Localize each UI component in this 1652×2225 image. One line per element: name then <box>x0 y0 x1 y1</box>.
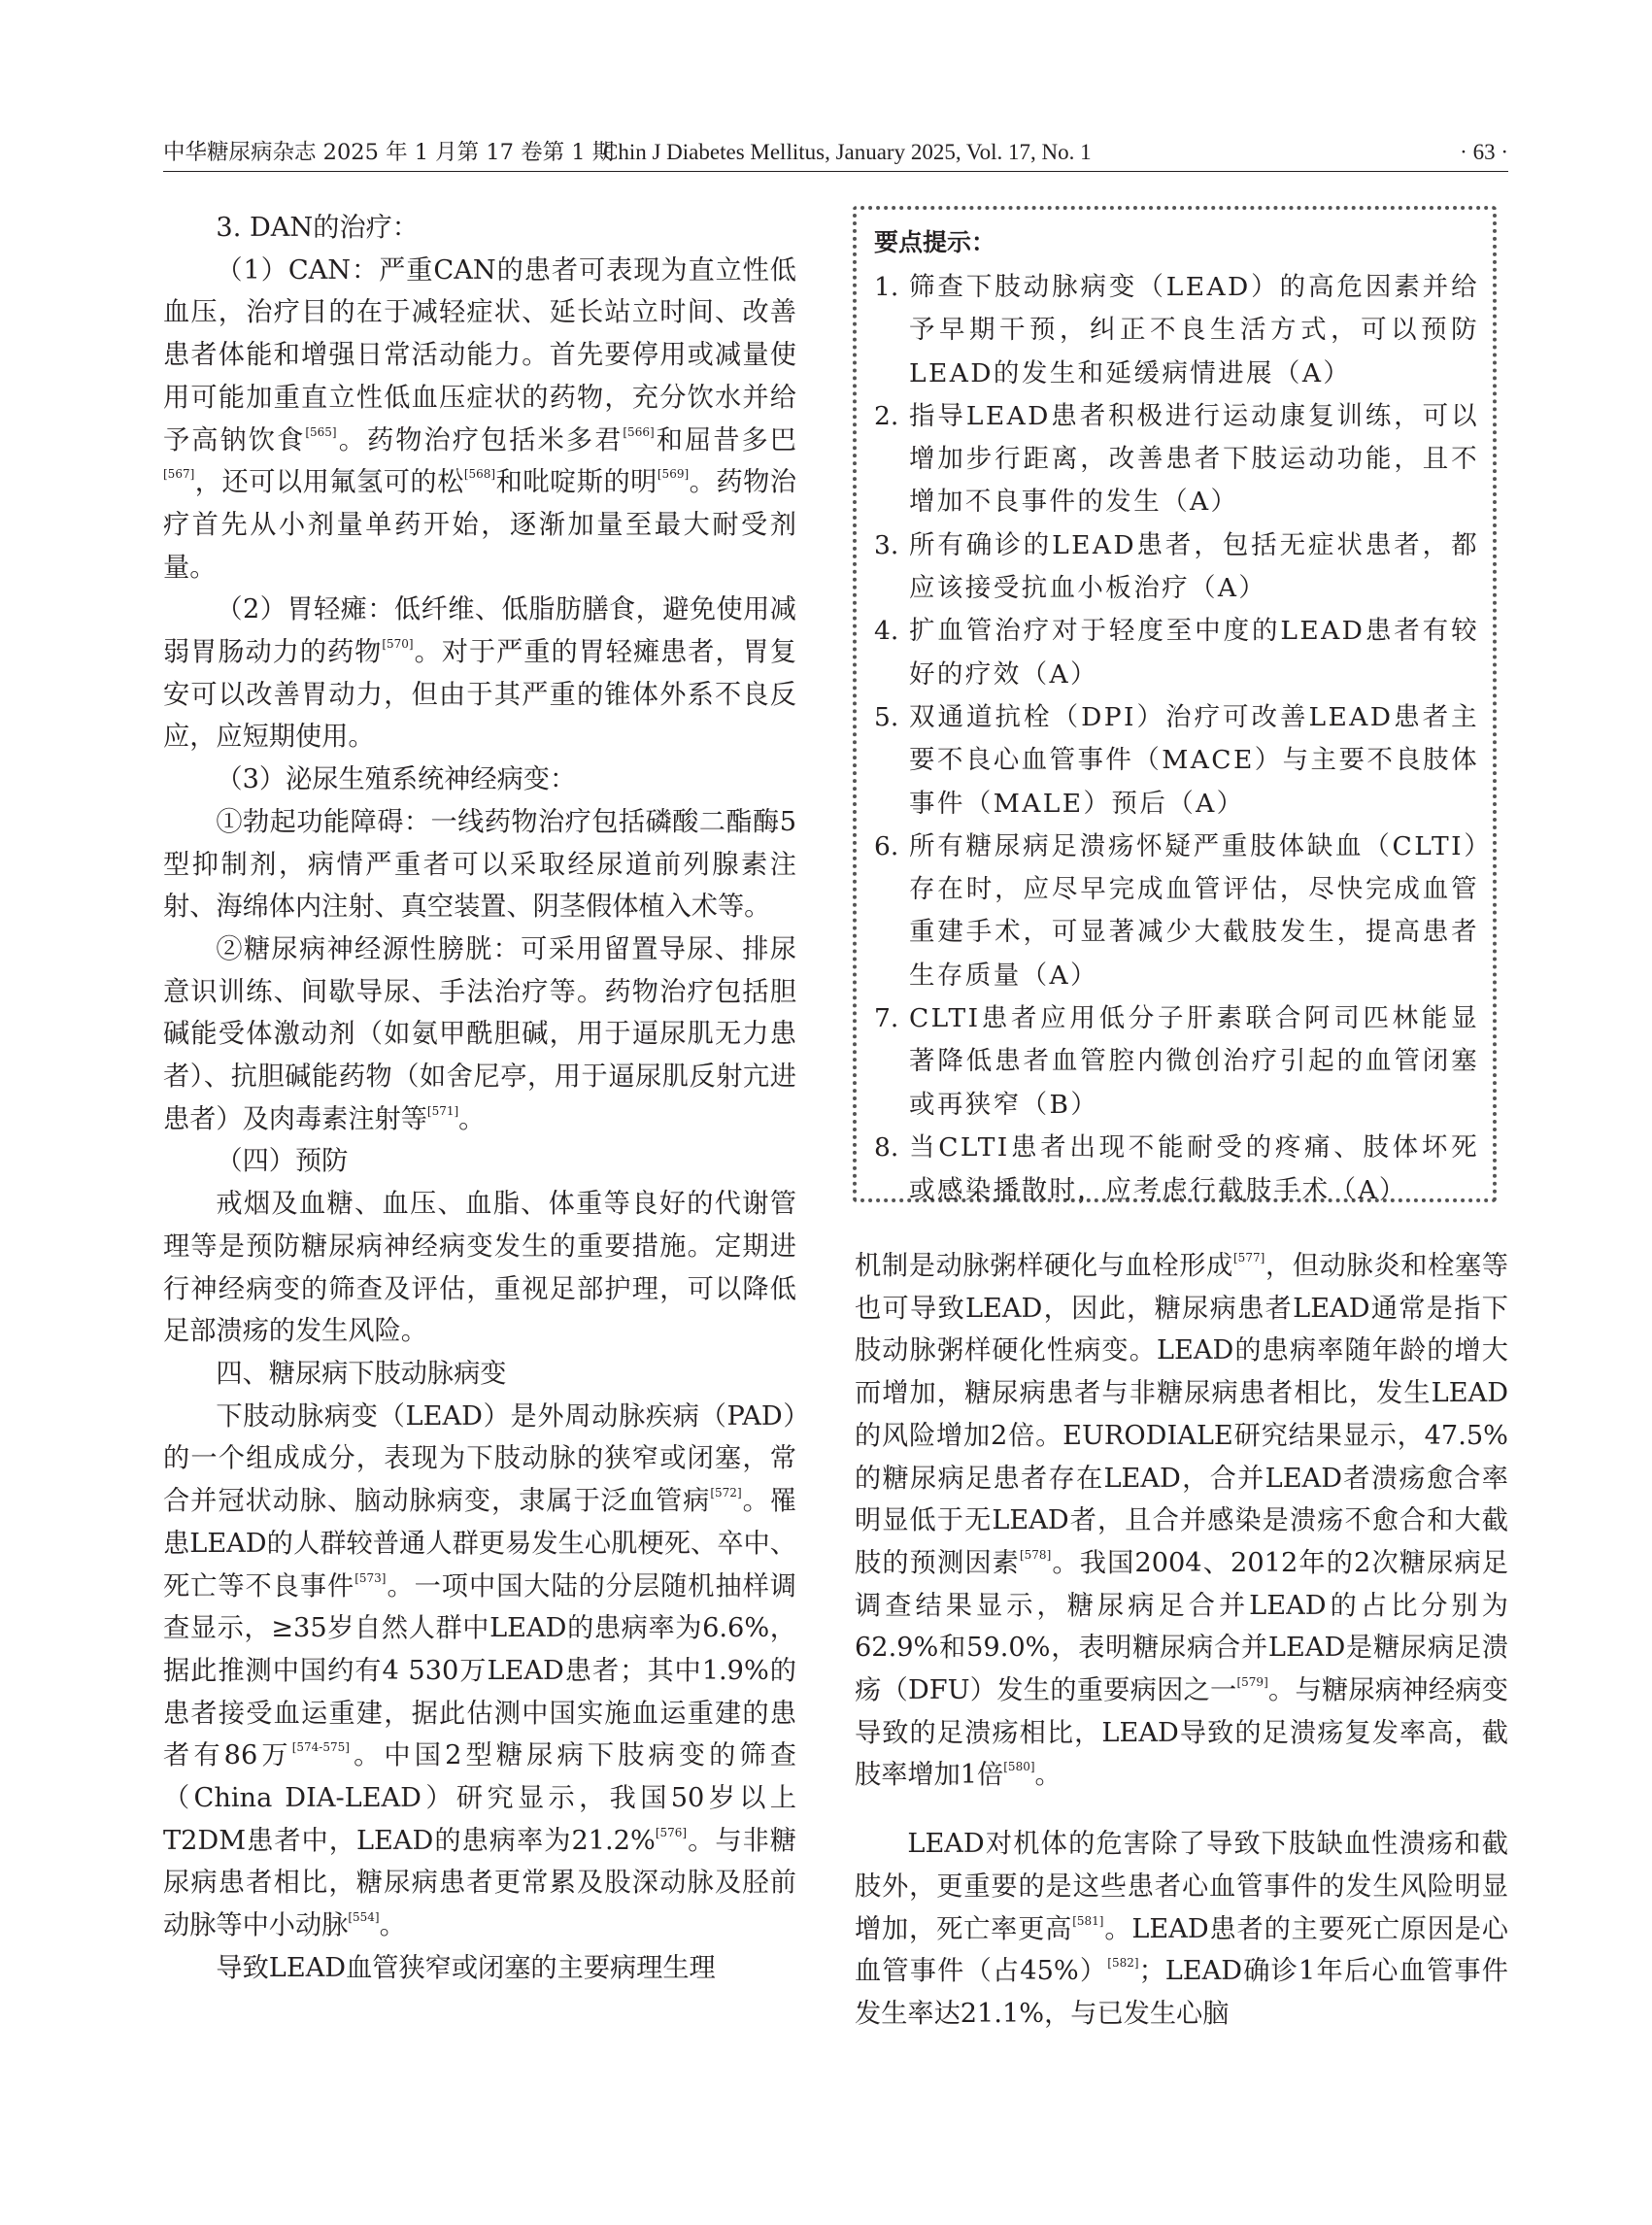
text-run: 。药物治疗首先从小剂量单药开始，逐渐加量至最大耐受剂量。 <box>163 467 796 583</box>
citation-ref: [578] <box>1019 1547 1052 1562</box>
text-run: 机制是动脉粥样硬化与血栓形成 <box>855 1251 1233 1281</box>
keypoint-item <box>874 266 1479 395</box>
keypoint-number: 8. <box>874 1131 899 1163</box>
keypoints-list <box>874 266 1479 1213</box>
keypoint-text: CLTI患者应用低分子肝素联合阿司匹林能显著降低患者血管腔内微创治疗引起的血管闭塞或再狭窄（B） <box>909 1003 1479 1120</box>
keypoint-number: 1. <box>874 272 899 302</box>
keypoint-text: 所有确诊的LEAD患者，包括无症状患者，都应该接受抗血小板治疗（A） <box>909 529 1479 604</box>
keypoint-text: 指导LEAD患者积极进行运动康复训练，可以增加步行距离，改善患者下肢运动功能，且不增加不良事件的发生（A） <box>909 400 1479 518</box>
citation-ref: [579] <box>1236 1675 1268 1690</box>
text-run: 。 <box>1034 1760 1062 1791</box>
paragraph-lead-mechanism <box>855 1245 1508 1797</box>
keypoints-box <box>853 206 1497 1206</box>
citation-ref: [573] <box>354 1570 387 1585</box>
text-run: 。药物治疗包括米多君 <box>336 424 624 455</box>
paragraph-pathophysiology-start: 导致LEAD血管狭窄或闭塞的主要病理生理 <box>216 1952 716 1983</box>
running-head <box>163 136 1508 169</box>
text-run: ，但动脉炎和栓塞等也可导致LEAD，因此，糖尿病患者LEAD通常是指下肢动脉粥样硬化性病变。LEAD的患病率随年龄的增大而增加，糖尿病患者与非糖尿病患者相比，发生LEAD的风险增加2倍。EURODIALE研究结果显示，47.5%的糖尿病足患者存在LEAD，合并LEAD者溃疡愈合率明显低于无LEAD者，且合并感染是溃疡不愈合和大截肢的预测因素 <box>855 1251 1508 1578</box>
subheading-prevention: （四）预防 <box>216 1146 349 1177</box>
keypoint-item <box>874 997 1479 1127</box>
text-run: 。我国2004、2012年的2次糖尿病足调查结果显示，糖尿病足合并LEAD的占比分别为62.9%和59.0%，表明糖尿病合并LEAD是糖尿病足溃疡（DFU）发生的重要病因之一 <box>855 1547 1508 1706</box>
text-run: 。对于严重的胃轻瘫患者，胃复安可以改善胃动力，但由于其严重的锥体外系不良反应，应短期使用。 <box>163 637 796 753</box>
keypoint-item <box>874 395 1479 524</box>
text-run: 。与非糖尿病患者相比，糖尿病患者更常累及股深动脉及胫前动脉等中小动脉 <box>163 1825 796 1941</box>
citation-ref: [565] <box>305 424 337 439</box>
text-run: 和吡啶斯的明 <box>495 467 657 498</box>
text-run: ；LEAD确诊1年后心血管事件发生率达21.1%，与已发生心脑 <box>855 1956 1508 2029</box>
keypoint-number: 7. <box>874 1003 899 1034</box>
text-run: 。 <box>458 1103 486 1134</box>
keypoint-number: 5. <box>874 701 899 732</box>
keypoint-number: 3. <box>874 529 899 560</box>
keypoint-text: 当CLTI患者出现不能耐受的疼痛、肢体坏死或感染播散时，应考虑行截肢手术（A） <box>909 1131 1479 1206</box>
citation-ref: [574‑575] <box>291 1740 350 1755</box>
text-run: （1）CAN：严重CAN的患者可表现为直立性低血压，治疗目的在于减轻症状、延长站立时间、改善患者体能和增强日常活动能力。首先要停用或减量使用可能加重直立性低血压症状的药物，充分饮水并给予高钠饮食 <box>163 254 796 455</box>
citation-ref: [572] <box>710 1486 742 1500</box>
text-run: 下肢动脉病变（LEAD）是外周动脉疾病（PAD）的一个组成成分，表现为下肢动脉的狭窄或闭塞，常合并冠状动脉、脑动脉病变，隶属于泛血管病 <box>163 1400 796 1517</box>
citation-ref: [581] <box>1072 1913 1104 1928</box>
citation-ref: [576] <box>655 1825 688 1839</box>
paragraph-lead-intro <box>163 1396 796 1947</box>
keypoints-title: 要点提示： <box>874 228 996 256</box>
left-column <box>163 207 796 1990</box>
header-rule <box>163 171 1508 172</box>
journal-title-cn: 中华糖尿病杂志 2025 年 1 月第 17 卷第 1 期 <box>163 140 615 165</box>
text-run: 。一项中国大陆的分层随机抽样调查显示，≥35岁自然人群中LEAD的患病率为6.6%，据此推测中国约有4 530万LEAD患者；其中1.9%的患者接受血运重建，据此估测中国实施血运重建的患者有86万 <box>163 1570 796 1771</box>
text-run: 。罹患LEAD的人群较普通人群更易发生心肌梗死、卒中、死亡等不良事件 <box>163 1486 796 1601</box>
keypoint-item <box>874 610 1479 696</box>
keypoint-number: 2. <box>874 400 899 431</box>
citation-ref: [554] <box>348 1910 380 1925</box>
keypoint-number: 4. <box>874 616 899 647</box>
text-run: 。LEAD患者的主要死亡原因是心血管事件（占45%） <box>855 1913 1508 1987</box>
page-number: · 63 · <box>1460 140 1508 164</box>
text-run: （2）胃轻瘫：低纤维、低脂肪膳食，避免使用减弱胃肠动力的药物 <box>163 594 796 668</box>
citation-ref: [566] <box>623 424 655 439</box>
text-run: ②糖尿病神经源性膀胱：可采用留置导尿、排尿意识训练、间歇导尿、手法治疗等。药物治疗包括胆碱能受体激动剂（如氨甲酰胆碱，用于逼尿肌无力患者）、抗胆碱能药物（如舍尼亭，用于逼尿肌反射亢进患者）及肉毒素注射等 <box>163 933 796 1134</box>
keypoint-text: 所有糖尿病足溃疡怀疑严重肢体缺血（CLTI）存在时，应尽早完成血管评估，尽快完成血管重建手术，可显著减少大截肢发生，提高患者生存质量（A） <box>909 830 1479 991</box>
text-run: LEAD对机体的危害除了导致下肢缺血性溃疡和截肢外，更重要的是这些患者心血管事件的发生风险明显增加，死亡率更高 <box>855 1829 1508 1944</box>
text-run: 。 <box>379 1910 406 1941</box>
text-run: 。与糖尿病神经病变导致的足溃疡相比，LEAD导致的足溃疡复发率高，截肢率增加1倍 <box>855 1675 1508 1791</box>
keypoint-item <box>874 696 1479 826</box>
citation-ref: [568] <box>463 467 496 482</box>
section-heading-dan-treatment: 3. DAN的治疗： <box>216 213 419 243</box>
right-column <box>855 1245 1508 2036</box>
paragraph-can <box>163 250 796 590</box>
citation-ref: [580] <box>1003 1760 1035 1774</box>
keypoint-item <box>874 1127 1479 1213</box>
paragraph-erectile-dysfunction: ①勃起功能障碍：一线药物治疗包括磷酸二酯酶5型抑制剂，病情严重者可以采取经尿道前列腺素注射、海绵体内注射、真空装置、阴茎假体植入术等。 <box>163 806 796 923</box>
citation-ref: [582] <box>1107 1956 1139 1971</box>
paragraph-gastroparesis <box>163 589 796 759</box>
keypoint-text: 筛查下肢动脉病变（LEAD）的高危因素并给予早期干预，纠正不良生活方式，可以预防LEAD的发生和延缓病情进展（A） <box>909 272 1479 388</box>
journal-title-en: Chin J Diabetes Mellitus, January 2025, Vol. 17, No. 1 <box>603 140 1092 164</box>
text-run: 。中国2型糖尿病下肢病变的筛查（China DIA‑LEAD）研究显示，我国50岁以上T2DM患者中，LEAD的患病率为21.2% <box>163 1740 796 1856</box>
citation-ref: [567] <box>163 467 195 482</box>
subheading-urogenital: （3）泌尿生殖系统神经病变： <box>216 764 577 795</box>
keypoint-number: 6. <box>874 830 899 861</box>
text-run: 和屈昔多巴 <box>654 424 796 455</box>
citation-ref: [569] <box>657 467 690 482</box>
section-heading-lead: 四、糖尿病下肢动脉病变 <box>216 1358 507 1389</box>
text-run: ，还可以用氟氢可的松 <box>194 467 464 498</box>
paragraph-neurogenic-bladder <box>163 928 796 1141</box>
keypoint-item <box>874 524 1479 611</box>
keypoint-item <box>874 826 1479 997</box>
paragraph-prevention: 戒烟及血糖、血压、血脂、体重等良好的代谢管理等是预防糖尿病神经病变发生的重要措施。定期进行神经病变的筛查及评估，重视足部护理，可以降低足部溃疡的发生风险。 <box>163 1189 796 1347</box>
keypoint-text: 双通道抗栓（DPI）治疗可改善LEAD患者主要不良心血管事件（MACE）与主要不良肢体事件（MALE）预后（A） <box>909 701 1479 819</box>
citation-ref: [570] <box>382 637 414 652</box>
keypoint-text: 扩血管治疗对于轻度至中度的LEAD患者有较好的疗效（A） <box>909 616 1479 690</box>
citation-ref: [577] <box>1233 1251 1265 1264</box>
citation-ref: [571] <box>426 1103 459 1118</box>
paragraph-lead-harm <box>855 1823 1508 2036</box>
